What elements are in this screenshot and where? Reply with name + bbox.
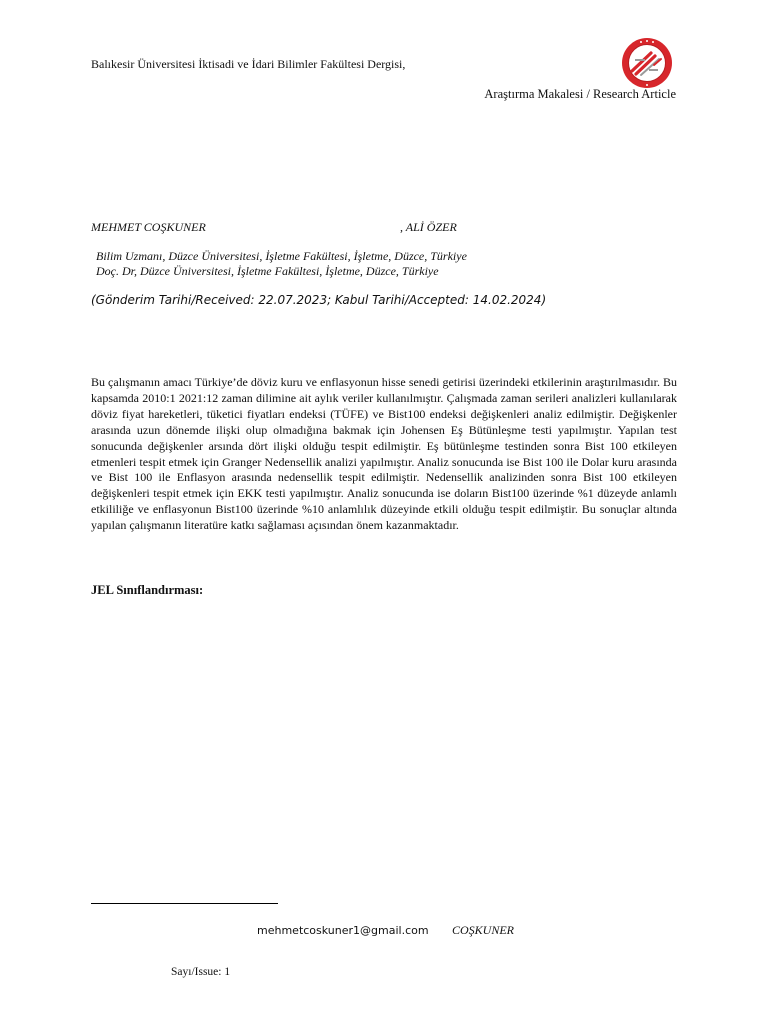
author-1: MEHMET COŞKUNER: [91, 220, 206, 234]
submission-dates: (Gönderim Tarihi/Received: 22.07.2023; Kabul Tarihi/Accepted: 14.02.2024): [91, 293, 547, 307]
journal-title: Balıkesir Üniversitesi İktisadi ve İdari Bilimler Fakültesi Dergisi,: [91, 57, 406, 71]
abstract-text: Bu çalışmanın amacı Türkiye’de döviz kuru ve enflasyonun hisse senedi getirisi üzerindeki etkilerinin araştırılmasıdır. Bu kapsamda 2010:1 2021:12 zaman dilimine ait aylık veriler kullanılmıştır. Çalışmada zaman serileri analizleri kullanılarak döviz fiyat hareketleri, tüketici fiyatları endeksi (TÜFE) ve Bist100 endeksi değişkenleri analiz edilmiştir. Değişkenler arasında uzun dönemde ilişki olup olmadığına bakmak için Johensen Eş Bütünleşme testi yapılmıştır. Yapılan test sonucunda değişkenler arsında dört ilişki olduğu tespit edilmiştir. Eş bütünleşme testinden sonra Bist 100 etkileyen etmenleri tespit etmek için Granger Nedensellik analizi yapılmıştır. Analiz sonucunda ise Bist 100 ile Dolar kuru arasında ve Bist 100 ile Enflasyon arasında nedensellik tespit edilmiştir. Nedensellik analizinden sonra Bist 100 etkileyen değişkenleri tespit etmek için EKK testi yapılmıştır. Analiz sonucunda ise doların Bist100 üzerinde %1 düzeyde anlamlı etkililiğe ve enflasyonun Bist100 üzerinde %10 anlamlılık düzeyinde etkili olduğu tespit edilmiştir. Bu sonuçlar altında yapılan çalışmanın literatüre katkı sağlaması açısından önem kazanmaktadır.: [91, 375, 677, 533]
author-2: , ALİ ÖZER: [400, 220, 457, 234]
article-type: Araştırma Makalesi / Research Article: [484, 87, 676, 101]
journal-logo-icon: [621, 37, 673, 89]
jel-classification-label: JEL Sınıflandırması:: [91, 583, 204, 597]
journal-logo: [621, 37, 673, 89]
affiliation-2: Doç. Dr, Düzce Üniversitesi, İşletme Fakültesi, İşletme, Düzce, Türkiye: [96, 264, 439, 278]
author-email-link[interactable]: mehmetcoskuner1@gmail.com: [257, 924, 429, 937]
issue-number: Sayı/Issue: 1: [171, 966, 231, 978]
footnote-divider: [91, 903, 278, 904]
footnote-surname: COŞKUNER: [452, 923, 515, 937]
affiliation-1: Bilim Uzmanı, Düzce Üniversitesi, İşletme Fakültesi, İşletme, Düzce, Türkiye: [96, 249, 467, 263]
author-line: [91, 220, 691, 235]
